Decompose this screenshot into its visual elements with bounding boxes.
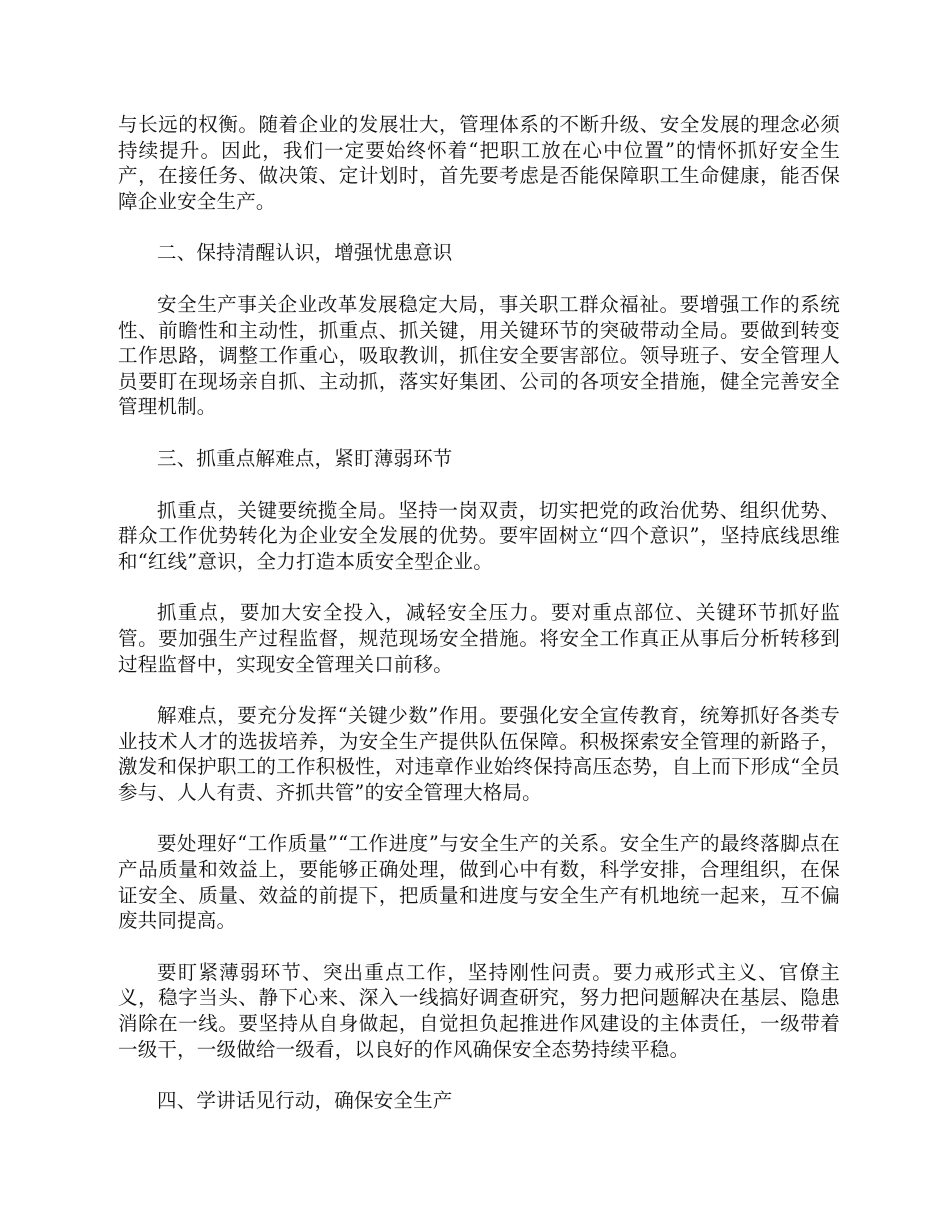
paragraph: 抓重点，关键要统揽全局。坚持一岗双责，切实把党的政治优势、组织优势、群众工作优势转化为企业安全发展的优势。要牢固树立“四个意识”，坚持底线思维和“红线”意识，全力打造本质安全型企业。 bbox=[118, 498, 840, 573]
paragraph: 解难点，要充分发挥“关键少数”作用。要强化安全宣传教育，统筹抓好各类专业技术人才的选拔培养，为安全生产提供队伍保障。积极探索安全管理的新路子，激发和保护职工的工作积极性，对违章作业始终保持高压态势，自上而下形成“全员参与、人人有责、齐抓共管”的安全管理大格局。 bbox=[118, 704, 840, 804]
paragraph: 安全生产事关企业改革发展稳定大局，事关职工群众福祉。要增强工作的系统性、前瞻性和主动性，抓重点、抓关键，用关键环节的突破带动全局。要做到转变工作思路，调整工作重心，吸取教训，抓住安全要害部位。领导班子、安全管理人员要盯在现场亲自抓、主动抓，落实好集团、公司的各项安全措施，健全完善安全管理机制。 bbox=[118, 292, 840, 419]
section-heading-4: 四、学讲话见行动，确保安全生产 bbox=[157, 1089, 453, 1113]
section-heading-2: 二、保持清醒认识，增强忧患意识 bbox=[157, 241, 453, 265]
document-page bbox=[118, 112, 840, 1140]
paragraph: 要盯紧薄弱环节、突出重点工作，坚持刚性问责。要力戒形式主义、官僚主义，稳字当头、静下心来、深入一线搞好调查研究，努力把问题解决在基层、隐患消除在一线。要坚持从自身做起，自觉担负起推进作风建设的主体责任，一级带着一级干，一级做给一级看，以良好的作风确保安全态势持续平稳。 bbox=[118, 960, 840, 1061]
paragraph: 要处理好“工作质量”“工作进度”与安全生产的关系。安全生产的最终落脚点在产品质量和效益上，要能够正确处理，做到心中有数，科学安排，合理组织，在保证安全、质量、效益的前提下，把质量和进度与安全生产有机地统一起来，互不偏废共同提高。 bbox=[118, 832, 840, 933]
paragraph-continuation: 与长远的权衡。随着企业的发展壮大，管理体系的不断升级、安全发展的理念必须持续提升。因此，我们一定要始终怀着“把职工放在心中位置”的情怀抓好安全生产，在接任务、做决策、定计划时，首先要考虑是否能保障职工生命健康，能否保障企业安全生产。 bbox=[118, 113, 840, 213]
section-heading-3: 三、抓重点解难点，紧盯薄弱环节 bbox=[157, 446, 453, 470]
paragraph: 抓重点，要加大安全投入，减轻安全压力。要对重点部位、关键环节抓好监管。要加强生产过程监督，规范现场安全措施。将安全工作真正从事后分析转移到过程监督中，实现安全管理关口前移。 bbox=[118, 601, 840, 676]
